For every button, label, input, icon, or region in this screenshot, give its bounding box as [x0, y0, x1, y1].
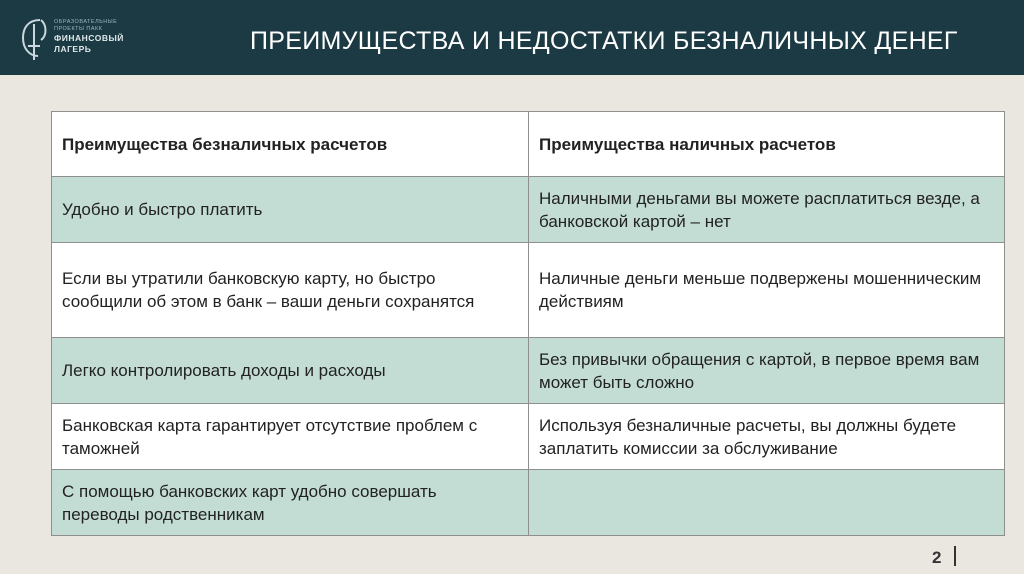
table-cell: С помощью банковских карт удобно совершать переводы родственникам — [52, 470, 529, 536]
logo-text — [54, 20, 124, 53]
table-cell: Наличные деньги меньше подвержены мошенническим действиям — [529, 243, 1005, 338]
page-title: ПРЕИМУЩЕСТВА И НЕДОСТАТКИ БЕЗНАЛИЧНЫХ ДЕНЕГ — [250, 27, 958, 55]
comparison-table — [51, 111, 1005, 536]
page-number-divider — [954, 546, 956, 566]
logo-big-line2: ЛАГЕРЬ — [54, 43, 92, 54]
logo-small-line1: ОБРАЗОВАТЕЛЬНЫЕ — [54, 19, 118, 25]
logo-ruble-icon — [20, 16, 48, 62]
table-cell: Используя безналичные расчеты, вы должны будете заплатить комиссии за обслуживание — [529, 404, 1005, 470]
logo-small-line2: ПРОЕКТЫ ПАКК — [54, 25, 103, 32]
table-cell: Без привычки обращения с картой, в первое время вам может быть сложно — [529, 338, 1005, 404]
table-row — [52, 338, 1005, 404]
table-cell: Наличными деньгами вы можете расплатиться везде, а банковской картой – нет — [529, 177, 1005, 243]
table-cell: Если вы утратили банковскую карту, но быстро сообщили об этом в банк – ваши деньги сохранятся — [52, 243, 529, 338]
logo-big-line1: ФИНАНСОВЫЙ — [54, 33, 124, 43]
table-row — [52, 404, 1005, 470]
table-cell: Банковская карта гарантирует отсутствие проблем с таможней — [52, 404, 529, 470]
table-row — [52, 243, 1005, 338]
table-cell — [529, 470, 1005, 536]
table-row — [52, 177, 1005, 243]
table-row — [52, 470, 1005, 536]
slide-header — [0, 0, 1024, 75]
table-cell: Удобно и быстро платить — [52, 177, 529, 243]
logo — [20, 16, 160, 62]
column-header-cash: Преимущества наличных расчетов — [529, 112, 1005, 177]
table-cell: Легко контролировать доходы и расходы — [52, 338, 529, 404]
table-header-row — [52, 112, 1005, 177]
column-header-cashless: Преимущества безналичных расчетов — [52, 112, 529, 177]
page-number: 2 — [932, 548, 942, 567]
